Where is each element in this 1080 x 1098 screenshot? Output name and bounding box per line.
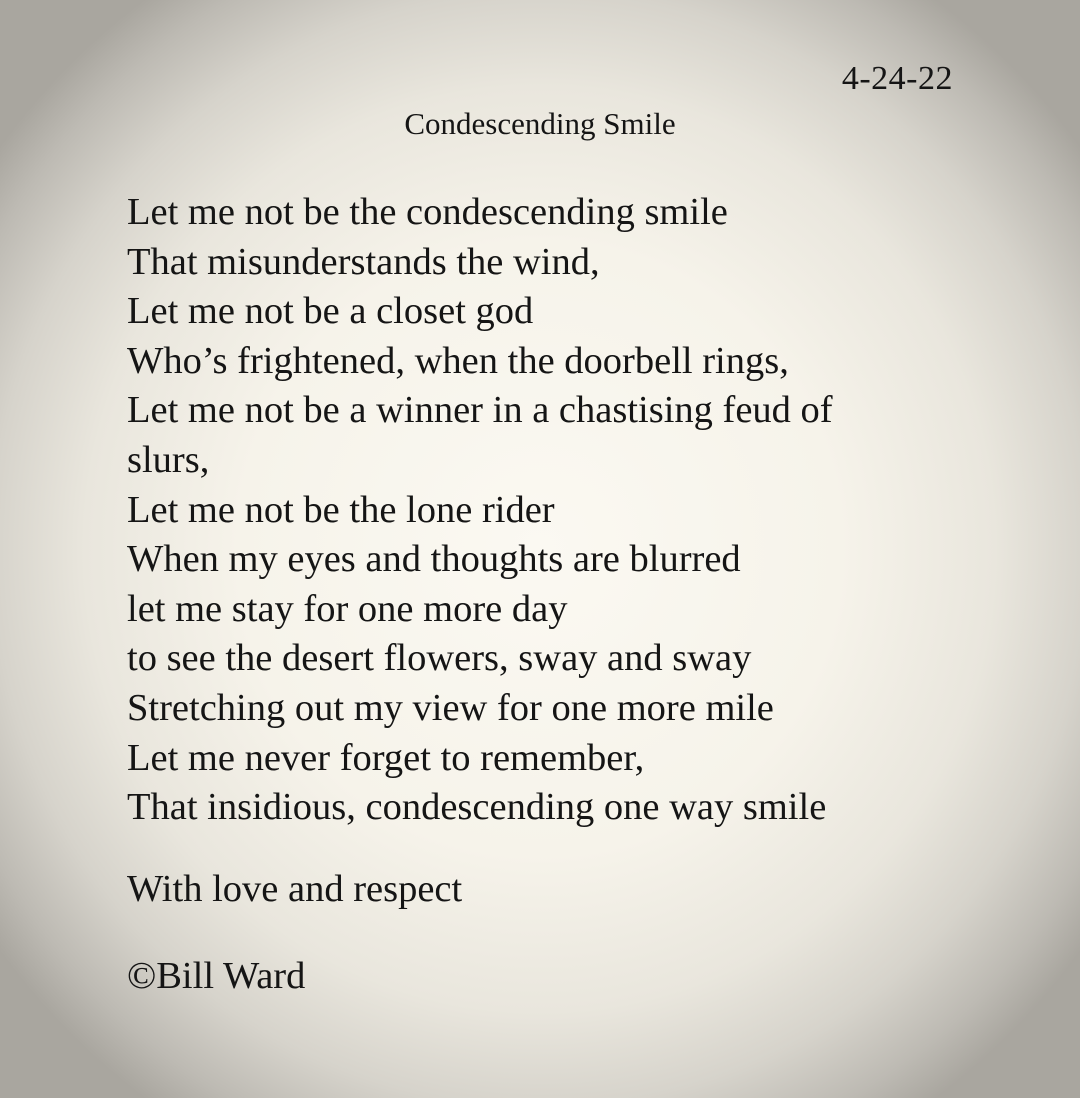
closing-line: With love and respect xyxy=(127,868,463,910)
copyright-signature: ©Bill Ward xyxy=(127,955,306,997)
poem-body xyxy=(127,188,947,833)
poem-line: When my eyes and thoughts are blurred xyxy=(127,538,741,581)
poem-line: Let me not be the lone rider xyxy=(127,488,555,531)
poem-line: That insidious, condescending one way smile xyxy=(127,786,827,829)
poem-line: let me stay for one more day xyxy=(127,587,568,630)
poem-line: That misunderstands the wind, xyxy=(127,240,600,283)
poem-line: slurs, xyxy=(127,438,210,481)
poem-title: Condescending Smile xyxy=(404,106,676,141)
poem-line: Let me not be a closet god xyxy=(127,290,534,333)
poem-line: to see the desert flowers, sway and sway xyxy=(127,637,752,680)
poem-line: Who’s frightened, when the doorbell rings, xyxy=(127,339,789,382)
poem-line: Let me never forget to remember, xyxy=(127,736,645,779)
poem-date: 4-24-22 xyxy=(841,60,953,97)
poem-line: Let me not be the condescending smile xyxy=(127,191,728,233)
poem-line: Let me not be a winner in a chastising feud of xyxy=(127,389,833,432)
poem-line: Stretching out my view for one more mile xyxy=(127,686,774,729)
